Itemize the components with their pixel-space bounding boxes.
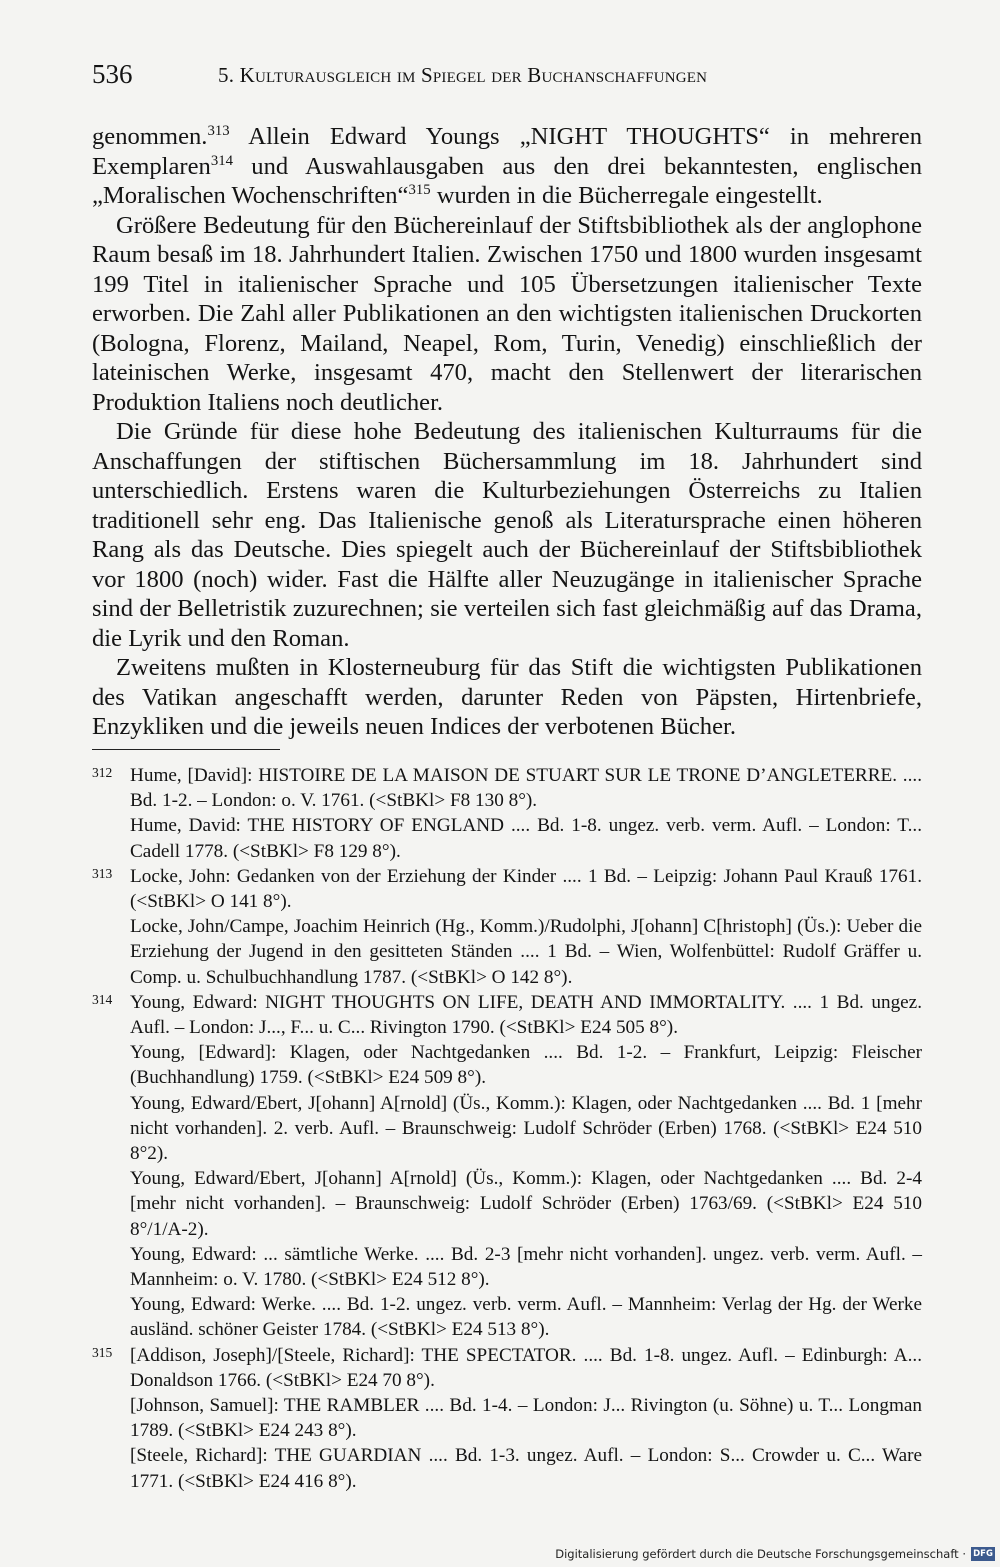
running-title: 5. Kulturausgleich im Spiegel der Buchanschaffungen	[218, 63, 708, 87]
footnote-entry: [Johnson, Samuel]: THE RAMBLER .... Bd. 1-4. – London: J... Rivington (u. Söhne) u. T... Longman 1789. (<StBKl> E24 243 8°).	[130, 1395, 922, 1442]
footnote-entry: [Steele, Richard]: THE GUARDIAN .... Bd. 1-3. ungez. Aufl. – London: S... Crowder u. C... Ware 1771. (<StBKl> E24 416 8°).	[130, 1445, 922, 1492]
footnote-entry: Hume, [David]: HISTOIRE DE LA MAISON DE STUART SUR LE TRONE D’ANGLETERRE. .... Bd. 1-2. – London: o. V. 1761. (<StBKl> F8 130 8°).	[130, 765, 922, 812]
text-run: genommen.	[92, 123, 208, 150]
footnote	[92, 1343, 922, 1494]
page-header	[92, 58, 920, 94]
footnote-entry: [Addison, Joseph]/[Steele, Richard]: THE SPECTATOR. .... Bd. 1-8. ungez. Aufl. – Edinburgh: A... Donaldson 1766. (<StBKl> E24 70 8°).	[130, 1344, 922, 1391]
footnote-number: 313	[92, 865, 113, 881]
footnote-entry: Young, Edward: ... sämtliche Werke. .... Bd. 2-3 [mehr nicht vorhanden]. ungez. verb. verm. Aufl. – Mannheim: o. V. 1780. (<StBKl> E24 512 8°).	[130, 1243, 922, 1291]
footnotes	[92, 763, 922, 1494]
footnote	[92, 990, 922, 1343]
footnote-ref: 313	[207, 123, 230, 140]
text-run: wurden in die Bücherregale eingestellt.	[430, 182, 823, 209]
footnote-entry: Locke, John/Campe, Joachim Heinrich (Hg., Komm.)/Rudolphi, J[ohann] C[hristoph] (Üs.): Ueber die Erziehung der Jugend in den gesitteten Ständen .... 1 Bd. – Wien, Wolfenbüttel: Rudolf Gräffer u. Comp. u. Schulbuchhandlung 1787. (<StBKl> O 142 8°).	[130, 916, 922, 988]
footnote-number: 315	[92, 1344, 113, 1360]
footnote-entry: Young, Edward: NIGHT THOUGHTS ON LIFE, DEATH AND IMMORTALITY. .... 1 Bd. ungez. Aufl. – London: J..., F... u. C... Rivington 1790. (<StBKl> E24 505 8°).	[130, 991, 922, 1039]
dfg-logo-icon: DFG	[971, 1547, 995, 1561]
funding-credit: Digitalisierung gefördert durch die Deutsche Forschungsgemeinschaft ·	[555, 1547, 966, 1561]
footnote-ref: 314	[210, 152, 233, 169]
footnote-entry: Locke, John: Gedanken von der Erziehung der Kinder .... 1 Bd. – Leipzig: Johann Paul Krauß 1761. (<StBKl> O 141 8°).	[130, 865, 922, 913]
footnote-entry: Young, Edward: Werke. .... Bd. 1-2. ungez. verb. verm. Aufl. – Mannheim: Verlag der Hg. der Werke ausländ. schöner Geister 1784. (<StBKl> E24 513 8°).	[130, 1294, 922, 1341]
paragraph	[92, 122, 922, 211]
footnote	[92, 864, 922, 990]
text-run: Allein Edward Youngs „NIGHT THOUGHTS“ in mehreren Exemplaren	[92, 123, 922, 180]
main-text	[92, 122, 922, 742]
page-number: 536	[92, 59, 133, 89]
footnote-number: 314	[92, 991, 113, 1007]
digitization-footer	[555, 1547, 995, 1561]
paragraph: Die Gründe für diese hohe Bedeutung des italienischen Kulturraums für die Anschaffungen der stiftischen Büchersammlung im 18. Jahrhundert sind unterschiedlich. Erstens waren die Kulturbeziehungen Österreichs zu Italien traditionell sehr eng. Das Italienische genoß als Literatursprache einen höheren Rang als das Deutsche. Dies spiegelt auch der Büchereinlauf der Stiftsbibliothek vor 1800 (noch) wider. Fast die Hälfte aller Neuzugänge in italienischer Sprache sind der Belletristik zuzurechnen; sie verteilen sich fast gleichmäßig auf das Drama, die Lyrik und den Roman.	[92, 418, 922, 652]
paragraph: Größere Bedeutung für den Büchereinlauf der Stiftsbibliothek als der anglophone Raum besaß im 18. Jahrhundert Italien. Zwischen 1750 und 1800 wurden insgesamt 199 Titel in italienischer Sprache und 105 Übersetzungen italienischer Texte erworben. Die Zahl aller Publikationen an den wichtigsten italienischen Druckorten (Bologna, Florenz, Mailand, Neapel, Rom, Turin, Venedig) einschließlich der lateinischen Werke, insgesamt 470, macht den Stellenwert der literarischen Produktion Italiens noch deutlicher.	[92, 211, 922, 416]
footnote	[92, 763, 922, 864]
footnote-entry: Young, [Edward]: Klagen, oder Nachtgedanken .... Bd. 1-2. – Frankfurt, Leipzig: Fleischer (Buchhandlung) 1759. (<StBKl> E24 509 8°).	[130, 1042, 922, 1089]
paragraph: Zweitens mußten in Klosterneuburg für das Stift die wichtigsten Publikationen des Vatikan angeschafft werden, darunter Reden von Päpsten, Hirtenbriefe, Enzykliken und die jeweils neuen Indices der verbotenen Bücher.	[92, 654, 922, 740]
footnote-entry: Hume, David: THE HISTORY OF ENGLAND .... Bd. 1-8. ungez. verb. verm. Aufl. – London: T... Cadell 1778. (<StBKl> F8 129 8°).	[130, 815, 922, 862]
text-run: und Auswahlausgaben aus den drei bekanntesten, englischen „Moralischen Wochenschriften“	[92, 152, 922, 209]
footnote-entry: Young, Edward/Ebert, J[ohann] A[rnold] (Üs., Komm.): Klagen, oder Nachtgedanken .... Bd. 2-4 [mehr nicht vorhanden]. – Braunschweig: Ludolf Schröder (Erben) 1763/69. (<StBKl> E24 510 8°/1/A-2).	[130, 1168, 922, 1240]
footnote-entry: Young, Edward/Ebert, J[ohann] A[rnold] (Üs., Komm.): Klagen, oder Nachtgedanken .... Bd. 1 [mehr nicht vorhanden]. 2. verb. Aufl. – Braunschweig: Ludolf Schröder (Erben) 1768. (<StBKl> E24 510 8°2).	[130, 1092, 922, 1165]
footnote-separator	[92, 749, 280, 750]
footnote-ref: 315	[408, 182, 431, 199]
footnote-number: 312	[92, 765, 113, 780]
